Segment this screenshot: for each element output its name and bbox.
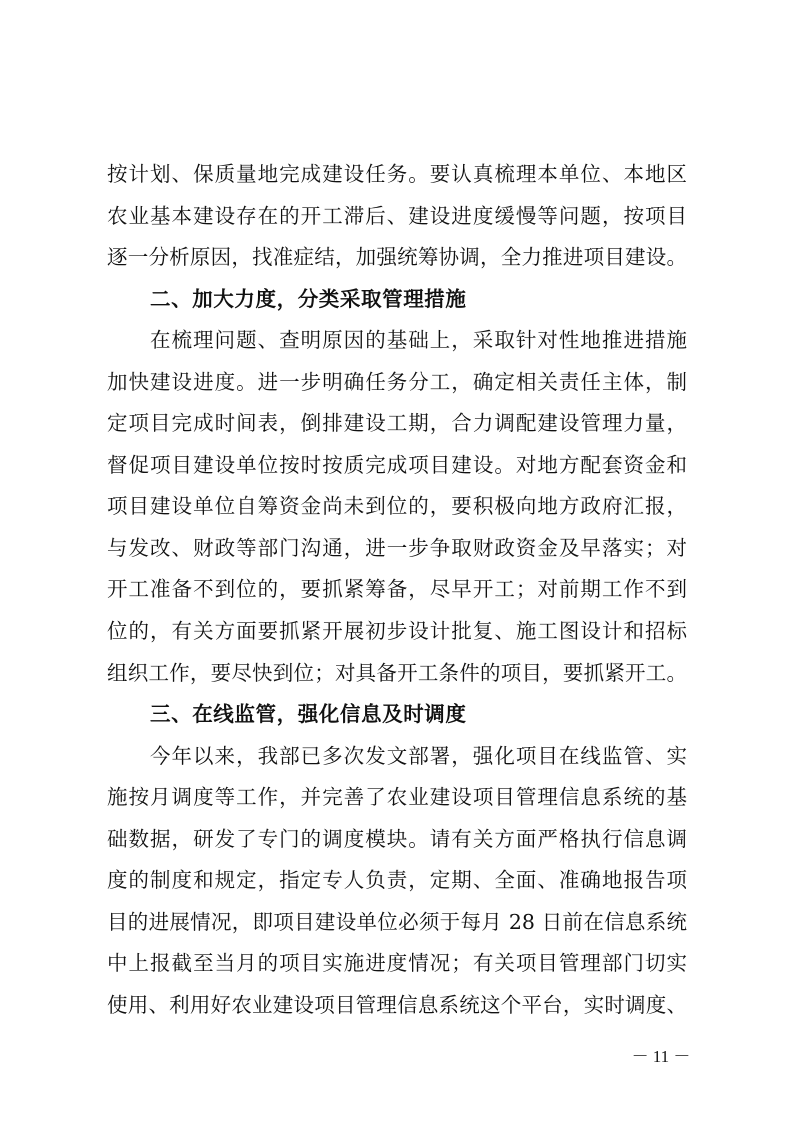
page-number: － 11 － [631, 1047, 691, 1066]
body-line: 逐一分析原因，找准症结，加强统筹协调，全力推进项目建设。 [107, 245, 687, 270]
body-line: 础数据，研发了专门的调度模块。请有关方面严格执行信息调 [107, 826, 687, 851]
body-line: 施按月调度等工作，并完善了农业建设项目管理信息系统的基 [107, 785, 687, 810]
body-line: 加快建设进度。进一步明确任务分工，确定相关责任主体，制 [107, 369, 687, 394]
body-line: 度的制度和规定，指定专人负责，定期、全面、准确地报告项 [107, 868, 687, 893]
document-body [107, 154, 687, 1026]
body-line: 目的进展情况，即项目建设单位必须于每月 28 日前在信息系统 [107, 909, 687, 934]
section-heading-2: 二、加大力度，分类采取管理措施 [150, 286, 467, 311]
body-line: 中上报截至当月的项目实施进度情况；有关项目管理部门切实 [107, 951, 687, 976]
body-line: 定项目完成时间表，倒排建设工期，合力调配建设管理力量， [107, 411, 687, 436]
body-line: 项目建设单位自筹资金尚未到位的，要积极向地方政府汇报， [107, 494, 687, 519]
body-line: 位的，有关方面要抓紧开展初步设计批复、施工图设计和招标 [107, 619, 687, 644]
body-line: 组织工作，要尽快到位；对具备开工条件的项目，要抓紧开工。 [107, 660, 687, 685]
section-heading-3: 三、在线监管，强化信息及时调度 [150, 702, 467, 727]
body-line: 农业基本建设存在的开工滞后、建设进度缓慢等问题，按项目 [107, 203, 687, 228]
body-line: 与发改、财政等部门沟通，进一步争取财政资金及早落实；对 [107, 535, 687, 560]
body-line: 在梳理问题、查明原因的基础上，采取针对性地推进措施 [150, 328, 687, 353]
body-line: 开工准备不到位的，要抓紧筹备，尽早开工；对前期工作不到 [107, 577, 687, 602]
body-line: 今年以来，我部已多次发文部署，强化项目在线监管、实 [150, 743, 687, 768]
body-line: 使用、利用好农业建设项目管理信息系统这个平台，实时调度、 [107, 992, 687, 1017]
body-line: 按计划、保质量地完成建设任务。要认真梳理本单位、本地区 [107, 162, 687, 186]
body-line: 督促项目建设单位按时按质完成项目建设。对地方配套资金和 [107, 452, 687, 477]
